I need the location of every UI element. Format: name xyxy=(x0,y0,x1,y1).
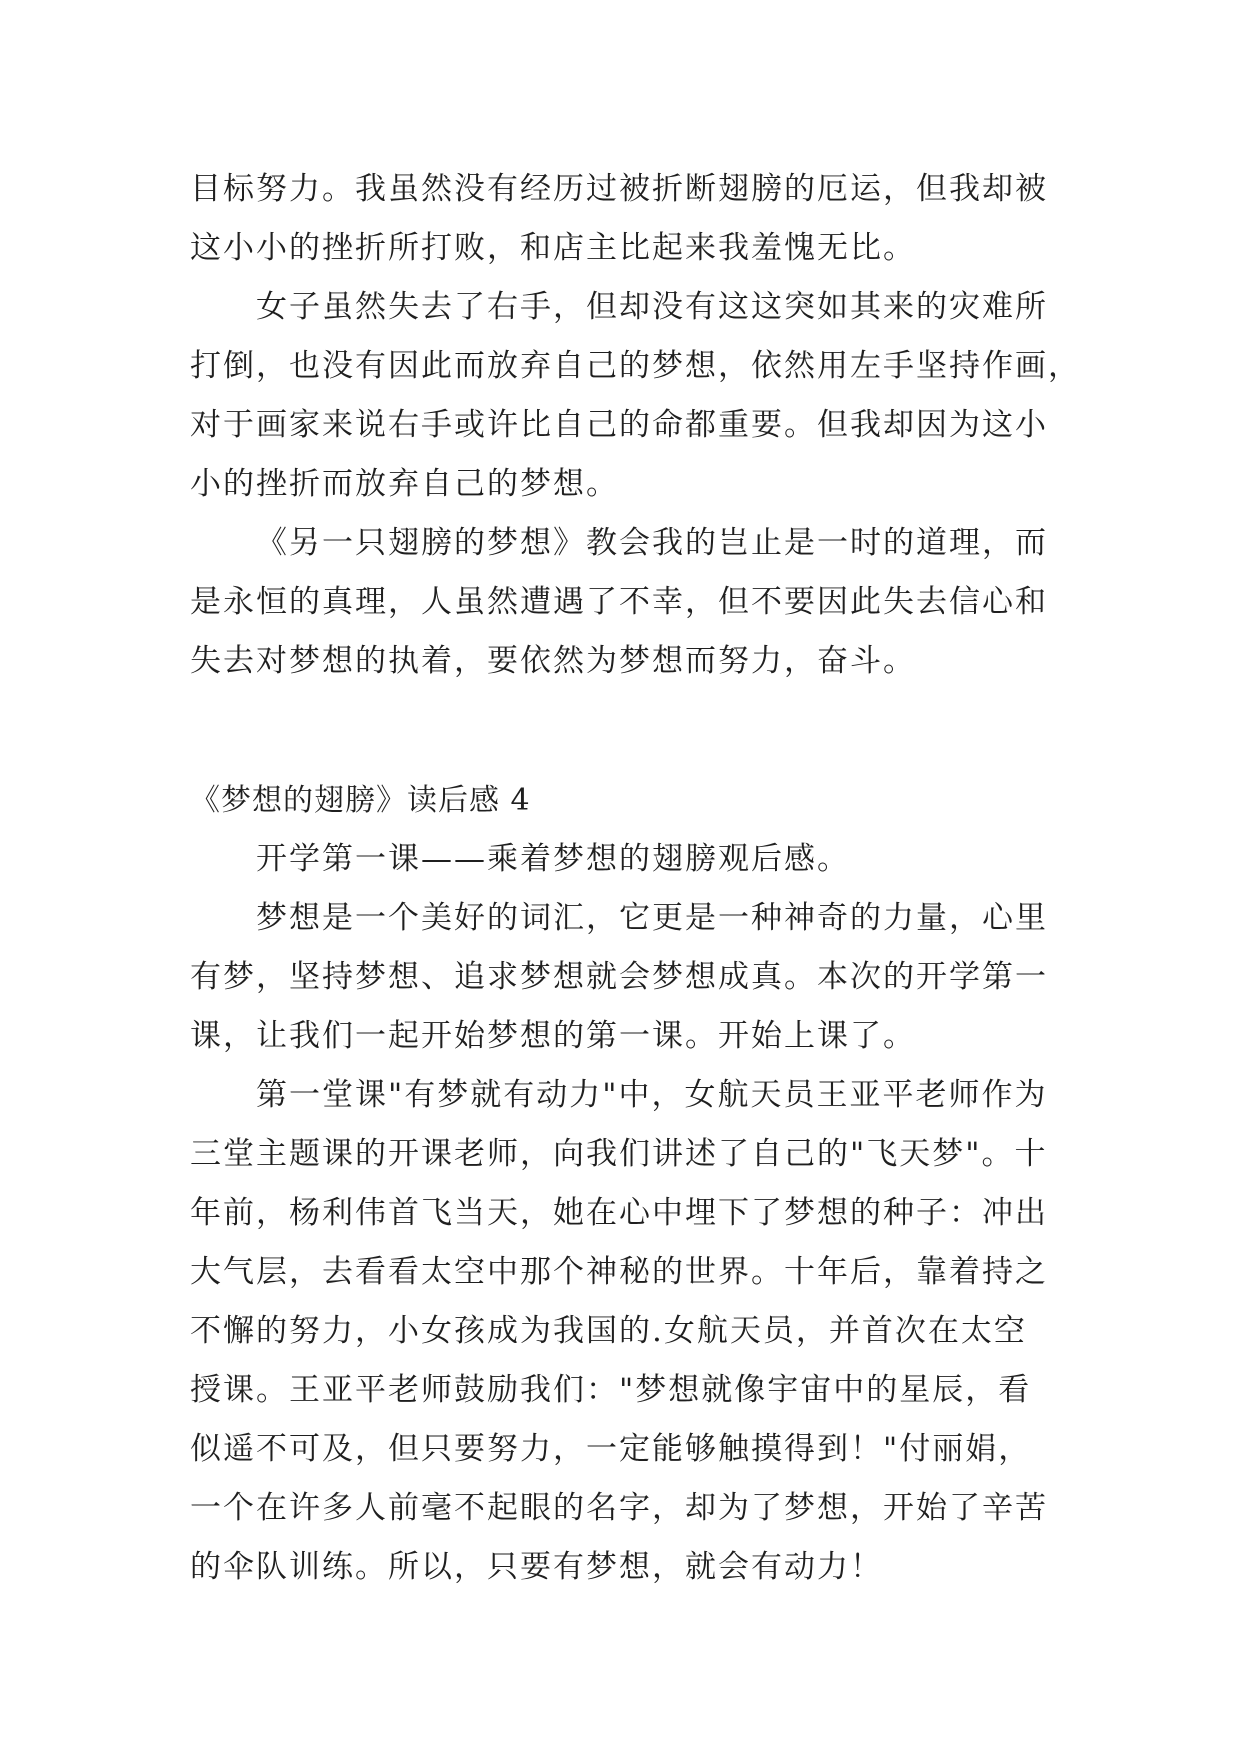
section-gap xyxy=(190,691,1060,771)
paragraph-4 xyxy=(190,830,1060,889)
paragraph-line: 第一堂课"有梦就有动力"中，女航天员王亚平老师作为 xyxy=(256,1077,1048,1113)
paragraph-line: 是永恒的真理，人虽然遭遇了不幸，但不要因此失去信心和 xyxy=(190,584,1048,620)
paragraph-line: 这小小的挫折所打败，和店主比起来我羞愧无比。 xyxy=(190,230,916,266)
paragraph-line: 小的挫折而放弃自己的梦想。 xyxy=(190,466,619,502)
paragraph-line: 授课。王亚平老师鼓励我们："梦想就像宇宙中的星辰，看 xyxy=(190,1372,1032,1408)
paragraph-line: 似遥不可及，但只要努力，一定能够触摸得到！"付丽娟， xyxy=(190,1431,1032,1467)
paragraph-line: 目标努力。我虽然没有经历过被折断翅膀的厄运，但我却被 xyxy=(190,171,1048,207)
paragraph-line: 开学第一课——乘着梦想的翅膀观后感。 xyxy=(256,841,850,877)
paragraph-line: 三堂主题课的开课老师，向我们讲述了自己的"飞天梦"。十 xyxy=(190,1136,1048,1172)
document-body xyxy=(190,160,1081,1597)
paragraph-line: 一个在许多人前毫不起眼的名字，却为了梦想，开始了辛苦 xyxy=(190,1490,1048,1526)
paragraph-1 xyxy=(190,160,1060,278)
paragraph-line: 打倒，也没有因此而放弃自己的梦想，依然用左手坚持作画， xyxy=(190,348,1081,384)
paragraph-line: 年前，杨利伟首飞当天，她在心中埋下了梦想的种子：冲出 xyxy=(190,1195,1048,1231)
paragraph-3 xyxy=(190,514,1060,691)
paragraph-line: 对于画家来说右手或许比自己的命都重要。但我却因为这小 xyxy=(190,407,1048,443)
paragraph-2 xyxy=(190,278,1081,514)
paragraph-line: 《另一只翅膀的梦想》教会我的岂止是一时的道理，而 xyxy=(256,525,1048,561)
paragraph-6 xyxy=(190,1066,1060,1597)
paragraph-line: 梦想是一个美好的词汇，它更是一种神奇的力量，心里 xyxy=(256,900,1048,936)
paragraph-5 xyxy=(190,889,1060,1066)
paragraph-line: 大气层，去看看太空中那个神秘的世界。十年后，靠着持之 xyxy=(190,1254,1048,1290)
paragraph-line: 课，让我们一起开始梦想的第一课。开始上课了。 xyxy=(190,1018,916,1054)
paragraph-line: 有梦，坚持梦想、追求梦想就会梦想成真。本次的开学第一 xyxy=(190,959,1048,995)
section-heading: 《梦想的翅膀》读后感 4 xyxy=(190,783,531,818)
paragraph-line: 女子虽然失去了右手，但却没有这这突如其来的灾难所 xyxy=(256,289,1048,325)
paragraph-line: 不懈的努力，小女孩成为我国的.女航天员，并首次在太空 xyxy=(190,1313,1027,1349)
paragraph-line: 失去对梦想的执着，要依然为梦想而努力，奋斗。 xyxy=(190,643,916,679)
paragraph-line: 的伞队训练。所以，只要有梦想，就会有动力！ xyxy=(190,1549,883,1585)
